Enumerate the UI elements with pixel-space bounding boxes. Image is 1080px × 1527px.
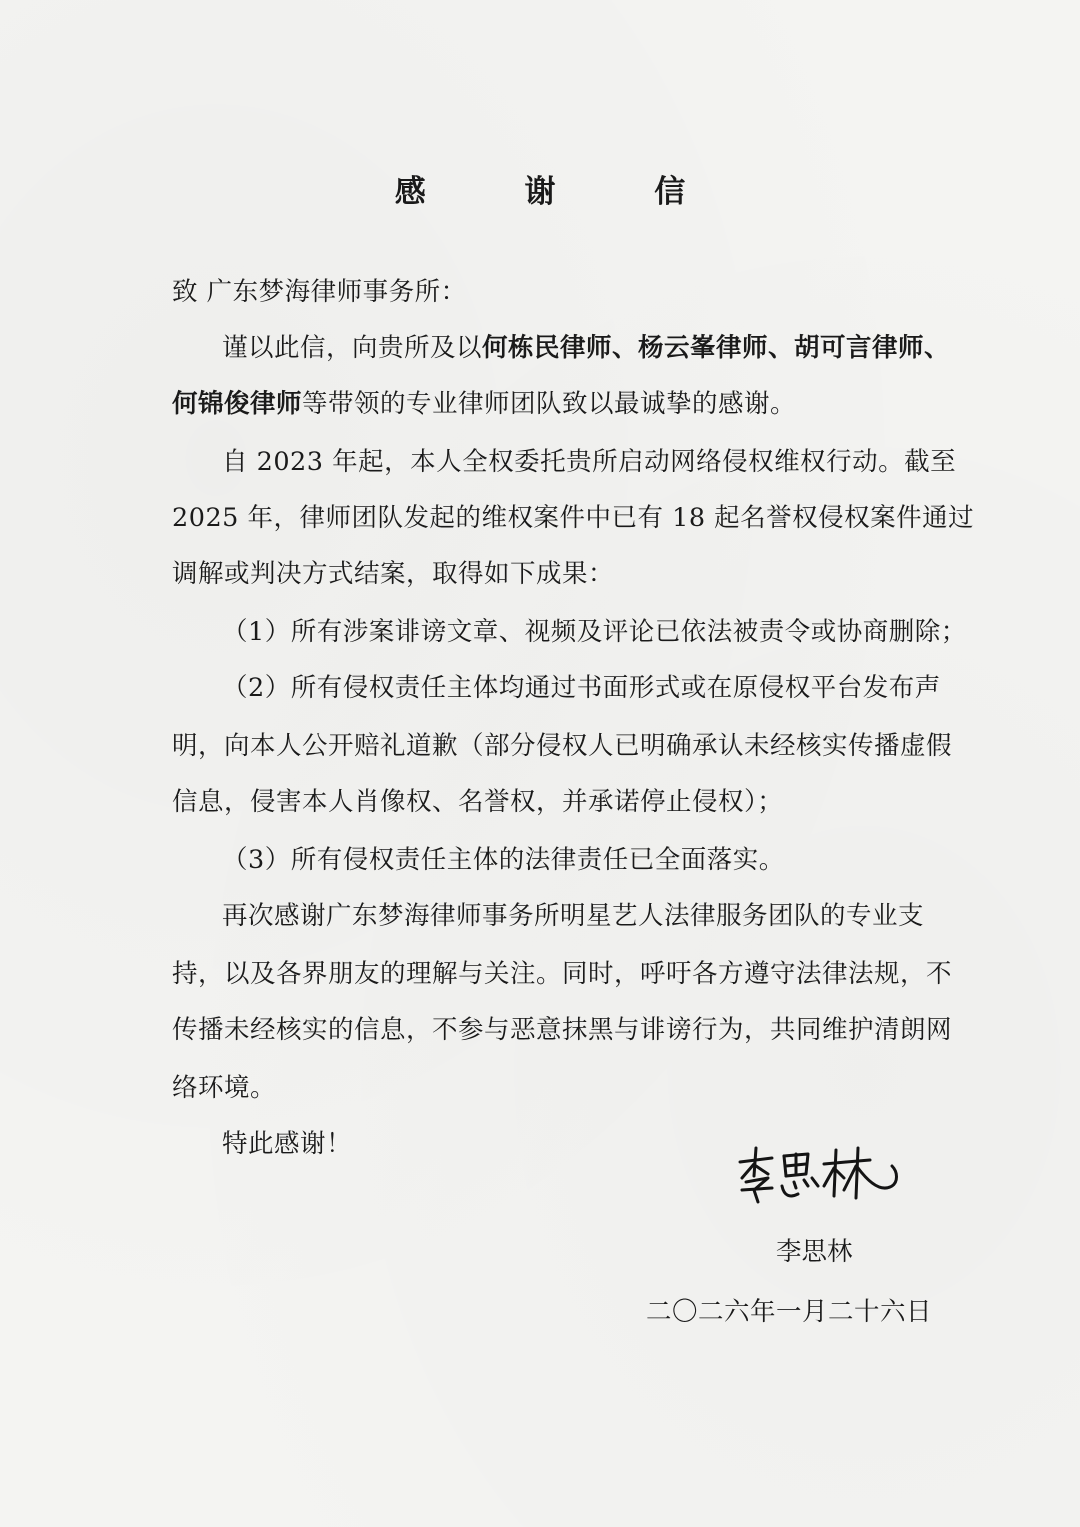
closing-line: 特此感谢！ [222,1129,353,1159]
paragraph-2-line-3: 调解或判决方式结案，取得如下成果： [172,559,615,589]
result-item-1: （1）所有涉案诽谤文章、视频及评论已依法被责令或协商删除； [222,617,967,647]
letter-date: 二〇二六年一月二十六日 [646,1297,933,1327]
result-item-2-line-1: （2）所有侵权责任主体均通过书面形式或在原侵权平台发布声 [222,673,941,703]
p1-lawyers-bold-1: 何栋民律师、杨云峯律师、胡可言律师、 [482,333,951,363]
p1-text-b: 等带领的专业律师团队致以最诚挚的感谢。 [302,389,797,419]
p1-lawyers-bold-2: 何锦俊律师 [172,389,303,419]
signature-drawing [732,1140,902,1210]
paragraph-2-line-1: 自 2023 年起，本人全权委托贵所启动网络侵权维权行动。截至 [222,447,957,477]
paragraph-3-line-2: 持，以及各界朋友的理解与关注。同时，呼吁各方遵守法律法规，不 [172,959,953,989]
paragraph-3-line-1: 再次感谢广东梦海律师事务所明星艺人法律服务团队的专业支 [222,901,925,931]
paragraph-3-line-4: 络环境。 [172,1073,277,1103]
signer-name: 李思林 [776,1237,853,1267]
handwritten-signature [732,1140,902,1210]
paragraph-1-line-2 [172,386,796,422]
paragraph-3-line-3: 传播未经核实的信息，不参与恶意抹黑与诽谤行为，共同维护清朗网 [172,1015,953,1045]
result-item-3: （3）所有侵权责任主体的法律责任已全面落实。 [222,845,785,875]
result-item-2-line-3: 信息，侵害本人肖像权、名誉权，并承诺停止侵权）； [172,787,784,817]
paragraph-1-line-1 [222,330,950,366]
paragraph-2-line-2: 2025 年，律师团队发起的维权案件中已有 18 起名誉权侵权案件通过 [172,503,975,533]
result-item-2-line-2: 明，向本人公开赔礼道歉（部分侵权人已明确承认未经核实传播虚假 [172,731,953,761]
p1-text-a: 谨以此信，向贵所及以 [222,333,483,363]
letter-title: 感 谢 信 [394,174,730,210]
recipient-line: 致 广东梦海律师事务所： [172,277,467,307]
